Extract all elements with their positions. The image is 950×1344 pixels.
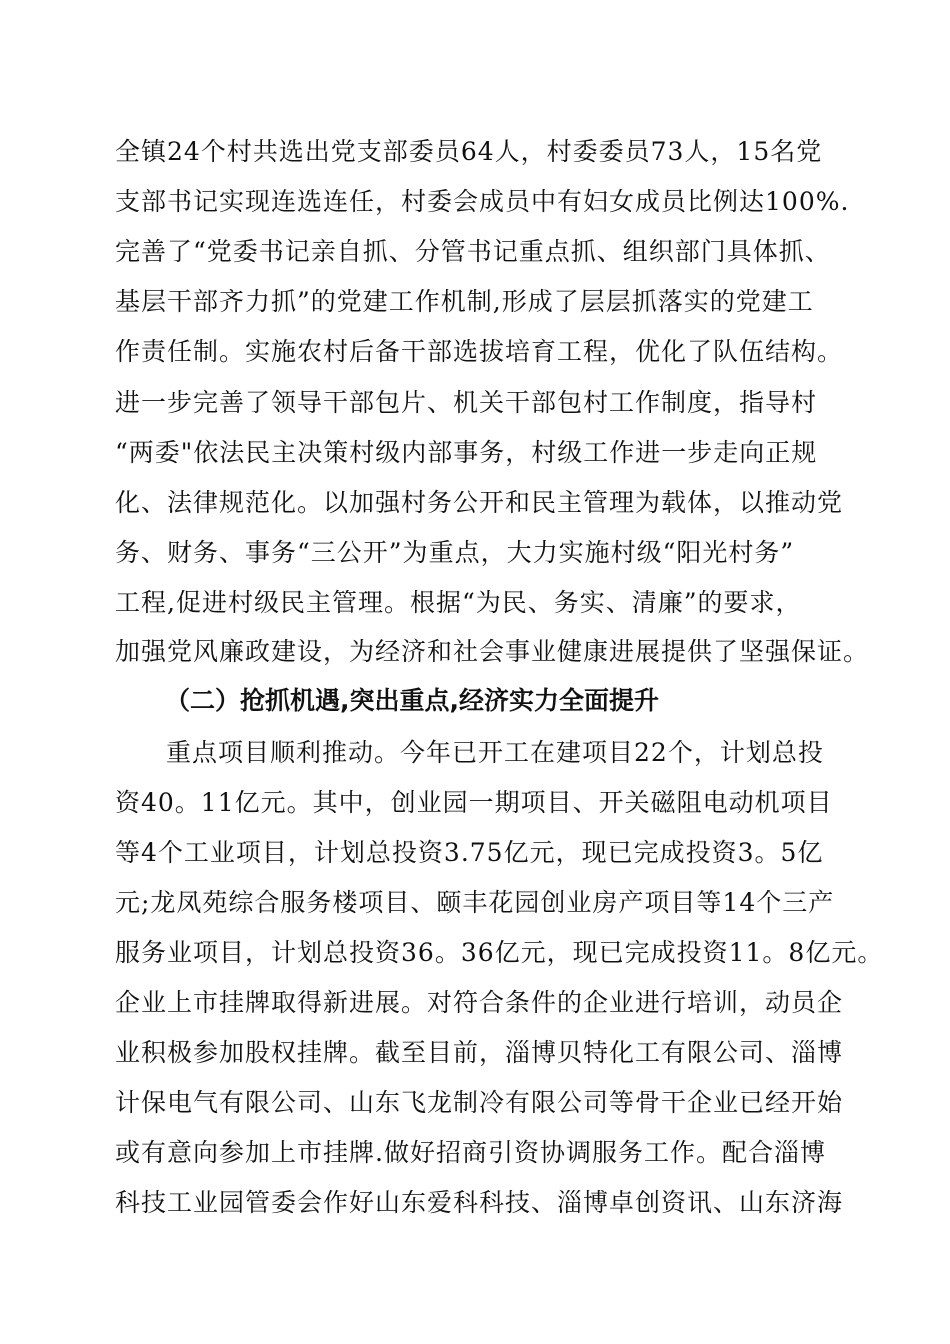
body-text-line: 务、财务、事务“三公开”为重点，大力实施村级“阳光村务” (115, 538, 795, 567)
body-text-line: 全镇24个村共选出党支部委员64人，村委委员73人，15名党 (115, 137, 823, 166)
body-text-line: 作责任制。实施农村后备干部选拔培育工程，优化了队伍结构。 (115, 337, 844, 366)
body-text-line: 或有意向参加上市挂牌.做好招商引资协调服务工作。配合淄博 (115, 1138, 826, 1167)
body-text-line: 完善了“党委书记亲自抓、分管书记重点抓、组织部门具体抓、 (115, 237, 831, 266)
body-text-line: 计保电气有限公司、山东飞龙制冷有限公司等骨干企业已经开始 (115, 1088, 844, 1117)
body-text-line: 科技工业园管委会作好山东爱科科技、淄博卓创资讯、山东济海 (115, 1188, 844, 1217)
body-text-line: 等4个工业项目，计划总投资3.75亿元，现已完成投资3。5亿 (115, 838, 824, 867)
body-text-line: 资40。11亿元。其中，创业园一期项目、开关磁阻电动机项目 (115, 788, 833, 817)
section-heading: （二）抢抓机遇,突出重点,经济实力全面提升 (165, 686, 659, 715)
body-text-line: 企业上市挂牌取得新进展。对符合条件的企业进行培训，动员企 (115, 988, 844, 1017)
body-text-line: 重点项目顺利推动。今年已开工在建项目22个，计划总投 (166, 738, 824, 767)
body-text-line: 加强党风廉政建设，为经济和社会事业健康进展提供了坚强保证。 (115, 637, 870, 666)
body-text-line: 基层干部齐力抓”的党建工作机制,形成了层层抓落实的党建工 (115, 287, 814, 316)
body-text-line: 进一步完善了领导干部包片、机关干部包村工作制度，指导村 (115, 388, 818, 417)
body-text-line: 业积极参加股权挂牌。截至目前，淄博贝特化工有限公司、淄博 (115, 1038, 844, 1067)
body-text-line: 元;龙凤苑综合服务楼项目、颐丰花园创业房产项目等14个三产 (115, 888, 835, 917)
body-text-line: 化、法律规范化。以加强村务公开和民主管理为载体，以推动党 (115, 488, 844, 517)
body-text-line: 服务业项目，计划总投资36。36亿元，现已完成投资11。8亿元。 (115, 938, 884, 967)
body-text-line: 支部书记实现连选连任，村委会成员中有妇女成员比例达100%. (115, 187, 850, 216)
body-text-line: “两委"依法民主决策村级内部事务，村级工作进一步走向正规 (115, 438, 818, 467)
body-text-line: 工程,促进村级民主管理。根据“为民、务实、清廉”的要求， (115, 588, 802, 617)
